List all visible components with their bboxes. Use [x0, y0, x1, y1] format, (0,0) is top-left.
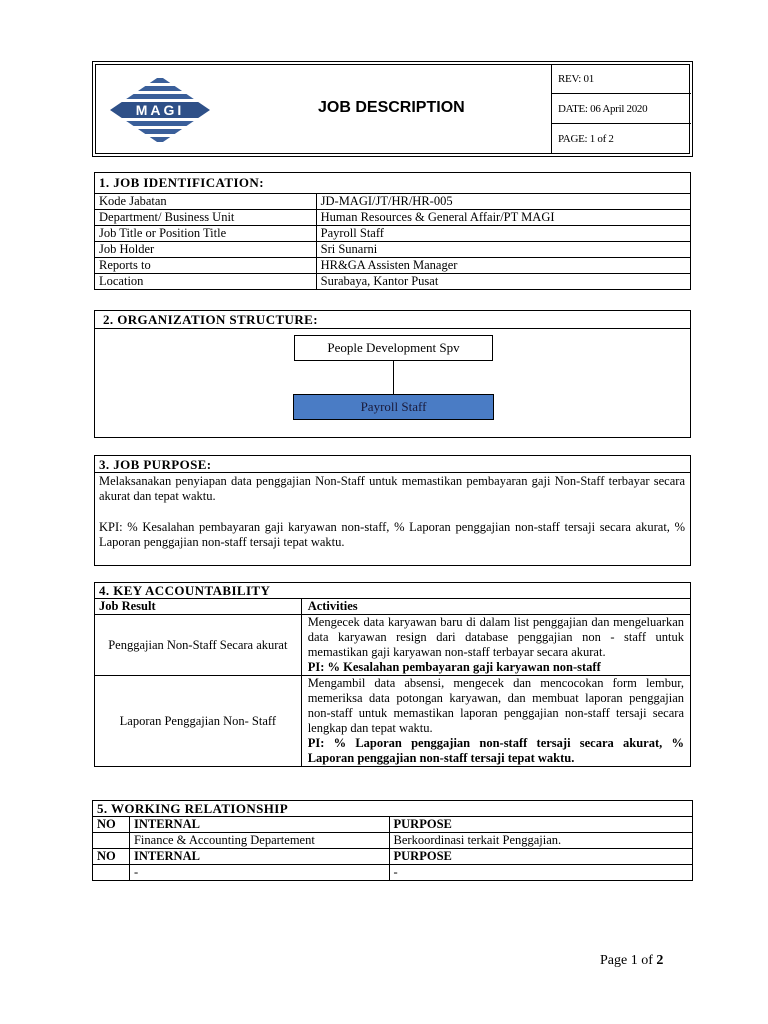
organization-structure-section: [94, 310, 691, 438]
table-row: [93, 833, 693, 849]
org-box-superior: People Development Spv: [294, 335, 493, 361]
footer-page-label: Page 1 of: [600, 953, 657, 968]
working-relationship-table: [92, 800, 693, 881]
field-value: HR&GA Assisten Manager: [316, 258, 690, 274]
job-purpose-title: 3. JOB PURPOSE:: [95, 456, 690, 473]
magi-logo: [110, 76, 210, 144]
table-row: [95, 274, 691, 290]
row-number: [93, 833, 130, 849]
relationship-party: Finance & Accounting Departement: [129, 833, 389, 849]
job-result: Penggajian Non-Staff Secara akurat: [95, 615, 302, 676]
activity-cell: [301, 676, 690, 767]
column-header-no: NO: [93, 817, 130, 833]
key-accountability-table: [94, 582, 691, 767]
table-row: [95, 615, 691, 676]
document-meta: [551, 64, 690, 154]
relationship-purpose: Berkoordinasi terkait Penggajian.: [389, 833, 692, 849]
table-row: [95, 242, 691, 258]
job-purpose-section: [94, 455, 691, 566]
job-purpose-text: Melaksanakan penyiapan data penggajian Non-Staff untuk memastikan pembayaran gaji Non-Staff terbayar secara akurat dan tepat waktu.: [99, 474, 685, 503]
organization-structure-title: 2. ORGANIZATION STRUCTURE:: [95, 311, 690, 329]
org-connector-line: [393, 361, 394, 395]
table-row: [95, 258, 691, 274]
activity-text: Mengambil data absensi, mengecek dan mencocokan form lembur, memeriksa data potongan karyawan, dan membuat laporan penggajian non-staff untuk memastikan laporan penggajian non-staff tersaji secara lengkap dan tepat waktu.: [307, 676, 684, 735]
column-header-result: Job Result: [95, 599, 302, 615]
table-row: [95, 210, 691, 226]
activity-cell: [301, 615, 690, 676]
field-label: Kode Jabatan: [95, 194, 317, 210]
column-header-internal: INTERNAL: [129, 817, 389, 833]
job-purpose-kpi: KPI: % Kesalahan pembayaran gaji karyawan non-staff, % Laporan penggajian non-staff tersaji secara akurat, % Laporan penggajian non-staff tersaji tepat waktu.: [99, 520, 685, 549]
field-value: Surabaya, Kantor Pusat: [316, 274, 690, 290]
revision: REV: 01: [552, 64, 691, 94]
field-value: JD-MAGI/JT/HR/HR-005: [316, 194, 690, 210]
field-label: Department/ Business Unit: [95, 210, 317, 226]
relationship-party: -: [129, 865, 389, 881]
field-value: Payroll Staff: [316, 226, 690, 242]
working-relationship-title: 5. WORKING RELATIONSHIP: [93, 801, 693, 817]
table-row: [93, 865, 693, 881]
column-header-purpose: PURPOSE: [389, 849, 692, 865]
footer-page-total: 2: [656, 953, 664, 968]
column-header-purpose: PURPOSE: [389, 817, 692, 833]
field-value: Human Resources & General Affair/PT MAGI: [316, 210, 690, 226]
date: DATE: 06 April 2020: [552, 94, 691, 124]
document-title: JOB DESCRIPTION: [318, 99, 465, 116]
table-row: [95, 194, 691, 210]
column-header-internal: INTERNAL: [129, 849, 389, 865]
org-box-position: Payroll Staff: [293, 394, 494, 420]
performance-indicator: PI: % Laporan penggajian non-staff tersaji secara akurat, % Laporan penggajian non-staff tersaji tepat waktu.: [307, 736, 684, 765]
performance-indicator: PI: % Kesalahan pembayaran gaji karyawan non-staff: [307, 660, 601, 674]
table-row: [95, 226, 691, 242]
column-header-no: NO: [93, 849, 130, 865]
page-indicator: PAGE: 1 of 2: [558, 133, 614, 145]
job-identification-table: [94, 172, 691, 290]
field-label: Job Title or Position Title: [95, 226, 317, 242]
field-label: Job Holder: [95, 242, 317, 258]
table-row: [95, 676, 691, 767]
key-accountability-title: 4. KEY ACCOUNTABILITY: [95, 583, 691, 599]
field-value: Sri Sunarni: [316, 242, 690, 258]
column-header-activities: Activities: [301, 599, 690, 615]
logo-text: MAGI: [135, 102, 185, 118]
job-identification-title: 1. JOB IDENTIFICATION:: [95, 173, 691, 194]
page-footer: [600, 953, 663, 969]
job-result: Laporan Penggajian Non- Staff: [95, 676, 302, 767]
field-label: Location: [95, 274, 317, 290]
row-number: [93, 865, 130, 881]
field-label: Reports to: [95, 258, 317, 274]
relationship-purpose: -: [389, 865, 692, 881]
activity-text: Mengecek data karyawan baru di dalam list penggajian dan mengeluarkan data karyawan resign dari database penggajian non - staff untuk memastikan gaji karyawan non-staff terbayar secara akurat.: [307, 615, 684, 659]
